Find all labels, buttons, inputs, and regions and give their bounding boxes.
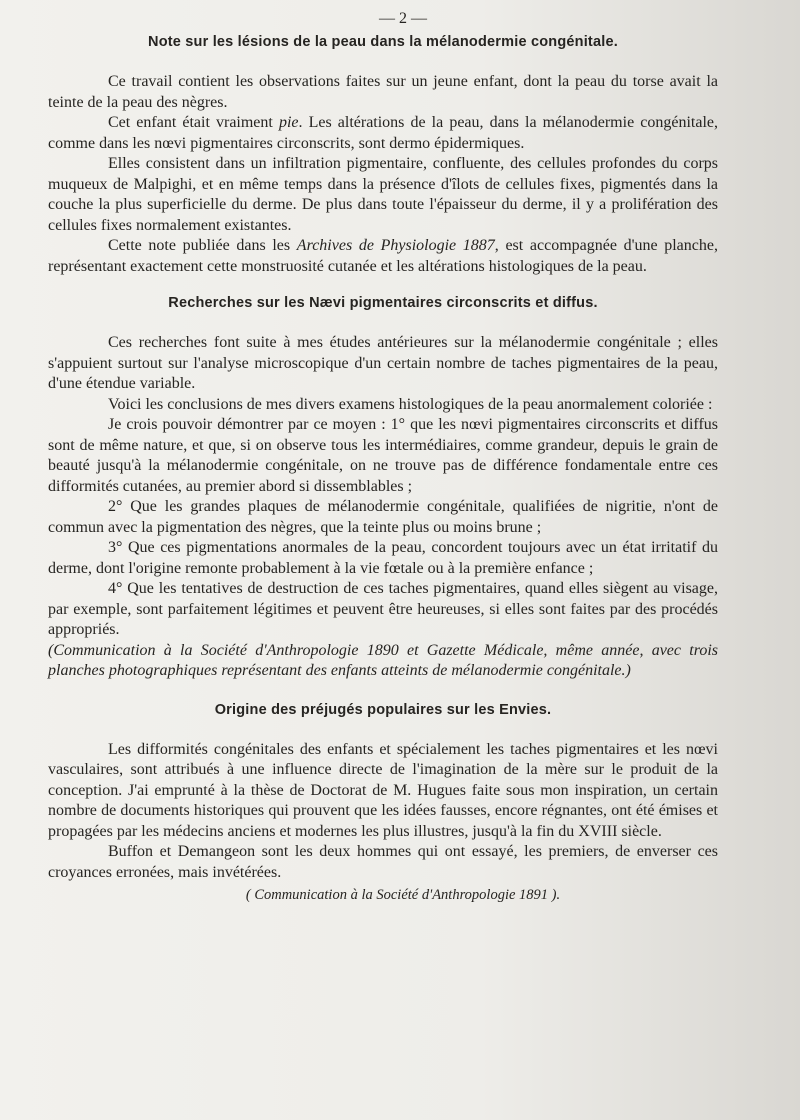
paragraph: Les difformités congénitales des enfants et spécialement les taches pigmentaires et les nœvi vasculaires, sont attribués à une influence directe de l'imagination de la mère sur le produit de la conception. J'ai emprunté à la thèse de Doctorat de M. Hugues faite sous mon inspiration, un certain nombre de documents historiques qui prouvent que les idées fausses, encore régnantes, ont été émises et propagées par les médecins anciens et modernes les plus illustres, jusqu'à la fin du XVIII siècle.: [48, 740, 718, 840]
text-run: Cet enfant était vraiment: [108, 114, 279, 131]
paragraph: Je crois pouvoir démontrer par ce moyen : 1° que les nœvi pigmentaires circonscrits et diffus sont de même nature, et que, si on observe tous les intermédiaires, comme grandeur, depuis le grain de beauté jusqu'à la mélanodermie congénitale, on ne trouve pas de différence fondamentale entre ces difformités cutanées, au premier abord si dissemblables ;: [48, 416, 718, 495]
section-naevi: [48, 295, 718, 682]
section-envies: [48, 702, 718, 906]
citation: ( Communication à la Société d'Anthropologie 1891 ).: [245, 887, 561, 903]
emphasis: pie: [278, 114, 299, 131]
paragraph: Ces recherches font suite à mes études antérieures sur la mélanodermie congénitale ; elles s'appuient surtout sur l'analyse microscopique d'un certain nombre de taches pigmentaires de la peau, d'une étendue variable.: [48, 334, 718, 392]
paragraph: Elles consistent dans un infiltration pigmentaire, confluente, des cellules profondes du corps muqueux de Malpighi, et en même temps dans la présence d'îlots de cellules fixes, pigmentés dans la couche la plus superficielle du derme. De plus dans toute l'épaisseur du derme, il y a prolifération des cellules fixes normalement existantes.: [48, 155, 718, 234]
section-title: Note sur les lésions de la peau dans la mélanodermie congénitale.: [148, 34, 618, 50]
text-run: . Les altérations de la peau, dans la mélanodermie congénitale, comme dans les nœvi pigmentaires circonscrits, sont dermo épidermiques.: [48, 114, 718, 152]
section-melanodermie: [48, 34, 718, 277]
paragraph: 4° Que les tentatives de destruction de ces taches pigmentaires, quand elles siègent au visage, par exemple, sont parfaitement légitimes et peuvent être heureuses, si elles sont faites par des procédés appropriés.: [48, 580, 718, 638]
section-title: Origine des préjugés populaires sur les Envies.: [214, 701, 552, 718]
paragraph: [48, 113, 718, 154]
section-title: Recherches sur les Nævi pigmentaires circonscrits et diffus.: [168, 295, 598, 311]
paragraph: [48, 236, 718, 277]
paragraph: Buffon et Demangeon sont les deux hommes qui ont essayé, les premiers, de enverser ces croyances erronées, mais invétérées.: [48, 843, 718, 881]
emphasis: Archives de Physiologie 1887: [296, 237, 495, 254]
text-run: Cette note publiée dans les: [108, 237, 297, 254]
page-number: — 2 —: [379, 10, 427, 27]
citation: (Communication à la Société d'Anthropologie 1890 et Gazette Médicale, même année, avec trois planches photographiques représentant des enfants atteints de mélanodermie congénitale.): [48, 641, 718, 679]
paragraph: 3° Que ces pigmentations anormales de la peau, concordent toujours avec un état irritatif du derme, dont l'origine remonte probablement à la vie fœtale ou à la première enfance ;: [48, 539, 718, 577]
paragraph: Voici les conclusions de mes divers examens histologiques de la peau anormalement coloriée :: [108, 395, 713, 413]
paragraph: 2° Que les grandes plaques de mélanodermie congénitale, qualifiées de nigritie, n'ont de commun avec la pigmentation des nègres, que la teinte plus ou moins brune ;: [48, 498, 718, 536]
text-run: , est accompagnée d'une planche, représentant exactement cette monstruosité cutanée et les altérations histologiques de la peau.: [48, 237, 718, 275]
paragraph: Ce travail contient les observations faites sur un jeune enfant, dont la peau du torse avait la teinte de la peau des nègres.: [48, 73, 718, 111]
